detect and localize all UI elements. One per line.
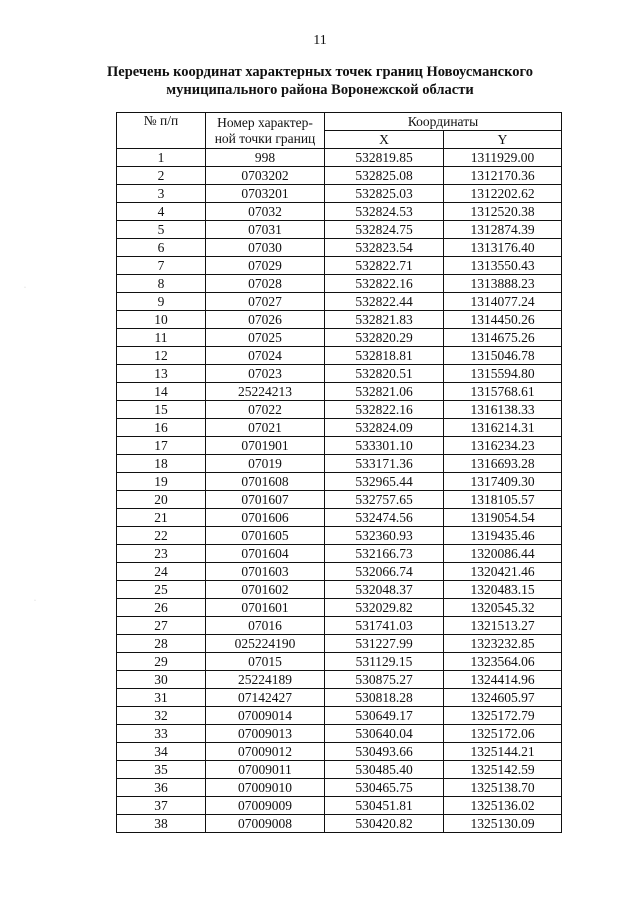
cell-row-number: 7 (117, 257, 206, 275)
table-row (117, 563, 562, 581)
cell-row-number: 19 (117, 473, 206, 491)
cell-x: 532822.16 (325, 401, 444, 419)
cell-y: 1317409.30 (444, 473, 562, 491)
table-row (117, 707, 562, 725)
cell-point-number: 07026 (206, 311, 325, 329)
cell-row-number: 29 (117, 653, 206, 671)
cell-point-number: 07009010 (206, 779, 325, 797)
cell-row-number: 21 (117, 509, 206, 527)
cell-row-number: 33 (117, 725, 206, 743)
table-row (117, 221, 562, 239)
cell-y: 1313550.43 (444, 257, 562, 275)
cell-row-number: 15 (117, 401, 206, 419)
cell-row-number: 32 (117, 707, 206, 725)
table-row (117, 743, 562, 761)
cell-point-number: 07009013 (206, 725, 325, 743)
header-x: X (325, 131, 444, 149)
cell-row-number: 23 (117, 545, 206, 563)
cell-y: 1316234.23 (444, 437, 562, 455)
cell-x: 531227.99 (325, 635, 444, 653)
cell-row-number: 16 (117, 419, 206, 437)
table-row (117, 275, 562, 293)
header-point-line-1: Номер характер- (217, 114, 313, 130)
cell-x: 533301.10 (325, 437, 444, 455)
table-row (117, 509, 562, 527)
table-row (117, 671, 562, 689)
cell-row-number: 11 (117, 329, 206, 347)
cell-row-number: 18 (117, 455, 206, 473)
cell-y: 1325136.02 (444, 797, 562, 815)
cell-y: 1316214.31 (444, 419, 562, 437)
cell-y: 1312874.39 (444, 221, 562, 239)
table-row (117, 257, 562, 275)
cell-point-number: 0701901 (206, 437, 325, 455)
table-row (117, 779, 562, 797)
cell-y: 1314675.26 (444, 329, 562, 347)
cell-x: 530485.40 (325, 761, 444, 779)
cell-point-number: 0701603 (206, 563, 325, 581)
cell-x: 532029.82 (325, 599, 444, 617)
table-row (117, 689, 562, 707)
cell-y: 1312520.38 (444, 203, 562, 221)
table-row (117, 653, 562, 671)
cell-y: 1314077.24 (444, 293, 562, 311)
table-body (117, 149, 562, 833)
cell-x: 532824.75 (325, 221, 444, 239)
table-row (117, 797, 562, 815)
cell-x: 532825.08 (325, 167, 444, 185)
cell-row-number: 30 (117, 671, 206, 689)
cell-y: 1320483.15 (444, 581, 562, 599)
cell-point-number: 07030 (206, 239, 325, 257)
cell-point-number: 07009009 (206, 797, 325, 815)
cell-x: 533171.36 (325, 455, 444, 473)
cell-y: 1320086.44 (444, 545, 562, 563)
cell-point-number: 07024 (206, 347, 325, 365)
cell-y: 1321513.27 (444, 617, 562, 635)
cell-y: 1314450.26 (444, 311, 562, 329)
cell-y: 1316138.33 (444, 401, 562, 419)
cell-row-number: 35 (117, 761, 206, 779)
cell-y: 1323232.85 (444, 635, 562, 653)
coordinates-table (116, 112, 562, 833)
cell-point-number: 07009011 (206, 761, 325, 779)
cell-x: 530640.04 (325, 725, 444, 743)
table-row (117, 329, 562, 347)
cell-row-number: 22 (117, 527, 206, 545)
table-row (117, 437, 562, 455)
cell-row-number: 24 (117, 563, 206, 581)
document-title (90, 63, 550, 99)
cell-x: 532820.51 (325, 365, 444, 383)
cell-row-number: 12 (117, 347, 206, 365)
cell-x: 531741.03 (325, 617, 444, 635)
cell-point-number: 07009012 (206, 743, 325, 761)
cell-y: 1318105.57 (444, 491, 562, 509)
cell-row-number: 28 (117, 635, 206, 653)
table-row (117, 545, 562, 563)
table-row (117, 149, 562, 167)
cell-point-number: 0701608 (206, 473, 325, 491)
cell-point-number: 07032 (206, 203, 325, 221)
cell-x: 532757.65 (325, 491, 444, 509)
cell-y: 1319435.46 (444, 527, 562, 545)
cell-y: 1325172.06 (444, 725, 562, 743)
cell-y: 1316693.28 (444, 455, 562, 473)
cell-row-number: 25 (117, 581, 206, 599)
cell-x: 532048.37 (325, 581, 444, 599)
cell-y: 1315594.80 (444, 365, 562, 383)
table-row (117, 401, 562, 419)
cell-row-number: 14 (117, 383, 206, 401)
cell-x: 532822.16 (325, 275, 444, 293)
cell-point-number: 07025 (206, 329, 325, 347)
cell-point-number: 0701602 (206, 581, 325, 599)
cell-point-number: 0701601 (206, 599, 325, 617)
cell-point-number: 0701605 (206, 527, 325, 545)
cell-point-number: 0701604 (206, 545, 325, 563)
cell-row-number: 6 (117, 239, 206, 257)
cell-row-number: 9 (117, 293, 206, 311)
header-y: Y (444, 131, 562, 149)
header-coordinates: Координаты (325, 113, 562, 131)
cell-x: 532822.71 (325, 257, 444, 275)
title-line-2: муниципального района Воронежской области (166, 82, 474, 98)
header-point-line-2: ной точки границ (214, 130, 316, 146)
cell-row-number: 38 (117, 815, 206, 833)
cell-row-number: 36 (117, 779, 206, 797)
cell-row-number: 3 (117, 185, 206, 203)
cell-x: 532066.74 (325, 563, 444, 581)
cell-x: 532822.44 (325, 293, 444, 311)
cell-point-number: 07028 (206, 275, 325, 293)
cell-point-number: 25224189 (206, 671, 325, 689)
cell-x: 530649.17 (325, 707, 444, 725)
cell-point-number: 07027 (206, 293, 325, 311)
cell-row-number: 8 (117, 275, 206, 293)
header-row-number: № п/п (117, 113, 206, 149)
cell-y: 1315768.61 (444, 383, 562, 401)
table-row (117, 185, 562, 203)
cell-x: 532824.09 (325, 419, 444, 437)
header-point-number (206, 113, 325, 149)
table-row (117, 599, 562, 617)
cell-x: 532474.56 (325, 509, 444, 527)
cell-x: 532818.81 (325, 347, 444, 365)
cell-y: 1325144.21 (444, 743, 562, 761)
cell-row-number: 1 (117, 149, 206, 167)
cell-y: 1313176.40 (444, 239, 562, 257)
cell-point-number: 07031 (206, 221, 325, 239)
table-row (117, 311, 562, 329)
cell-row-number: 17 (117, 437, 206, 455)
cell-x: 532821.83 (325, 311, 444, 329)
cell-x: 532819.85 (325, 149, 444, 167)
cell-y: 1324414.96 (444, 671, 562, 689)
cell-row-number: 10 (117, 311, 206, 329)
title-line-1: Перечень координат характерных точек границ Новоусманского (107, 64, 533, 80)
table-row (117, 455, 562, 473)
cell-row-number: 37 (117, 797, 206, 815)
cell-y: 1312170.36 (444, 167, 562, 185)
cell-y: 1315046.78 (444, 347, 562, 365)
cell-row-number: 27 (117, 617, 206, 635)
cell-y: 1325130.09 (444, 815, 562, 833)
cell-row-number: 5 (117, 221, 206, 239)
cell-y: 1320545.32 (444, 599, 562, 617)
cell-y: 1325172.79 (444, 707, 562, 725)
cell-x: 530875.27 (325, 671, 444, 689)
cell-point-number: 07016 (206, 617, 325, 635)
scan-speck: · (34, 598, 36, 604)
cell-x: 530451.81 (325, 797, 444, 815)
cell-y: 1311929.00 (444, 149, 562, 167)
table-row (117, 419, 562, 437)
cell-y: 1320421.46 (444, 563, 562, 581)
cell-row-number: 13 (117, 365, 206, 383)
cell-point-number: 0703202 (206, 167, 325, 185)
cell-row-number: 26 (117, 599, 206, 617)
cell-point-number: 07029 (206, 257, 325, 275)
cell-y: 1312202.62 (444, 185, 562, 203)
table-row (117, 167, 562, 185)
cell-point-number: 07009008 (206, 815, 325, 833)
cell-x: 531129.15 (325, 653, 444, 671)
cell-x: 530818.28 (325, 689, 444, 707)
cell-row-number: 4 (117, 203, 206, 221)
cell-x: 532823.54 (325, 239, 444, 257)
cell-y: 1324605.97 (444, 689, 562, 707)
table-row (117, 293, 562, 311)
table-row (117, 617, 562, 635)
cell-y: 1325138.70 (444, 779, 562, 797)
table-row (117, 635, 562, 653)
table-row (117, 815, 562, 833)
table-row (117, 473, 562, 491)
page-number: 11 (313, 33, 327, 48)
cell-row-number: 31 (117, 689, 206, 707)
table-row (117, 761, 562, 779)
cell-point-number: 07015 (206, 653, 325, 671)
cell-row-number: 20 (117, 491, 206, 509)
cell-x: 532965.44 (325, 473, 444, 491)
cell-row-number: 2 (117, 167, 206, 185)
cell-x: 532825.03 (325, 185, 444, 203)
table-row (117, 239, 562, 257)
table-row (117, 581, 562, 599)
cell-x: 532824.53 (325, 203, 444, 221)
cell-point-number: 0703201 (206, 185, 325, 203)
cell-y: 1323564.06 (444, 653, 562, 671)
cell-x: 530493.66 (325, 743, 444, 761)
table-row (117, 527, 562, 545)
cell-point-number: 025224190 (206, 635, 325, 653)
table-row (117, 383, 562, 401)
cell-point-number: 07142427 (206, 689, 325, 707)
cell-x: 532821.06 (325, 383, 444, 401)
scan-speck: · (24, 285, 26, 291)
table-row (117, 491, 562, 509)
cell-point-number: 07023 (206, 365, 325, 383)
cell-point-number: 07009014 (206, 707, 325, 725)
cell-y: 1313888.23 (444, 275, 562, 293)
table-row (117, 725, 562, 743)
cell-x: 532820.29 (325, 329, 444, 347)
cell-y: 1319054.54 (444, 509, 562, 527)
cell-point-number: 07021 (206, 419, 325, 437)
cell-x: 530465.75 (325, 779, 444, 797)
table-row (117, 347, 562, 365)
cell-point-number: 998 (206, 149, 325, 167)
table-row (117, 203, 562, 221)
cell-x: 532360.93 (325, 527, 444, 545)
table-header (117, 113, 562, 149)
cell-row-number: 34 (117, 743, 206, 761)
cell-point-number: 25224213 (206, 383, 325, 401)
cell-point-number: 0701606 (206, 509, 325, 527)
cell-point-number: 07022 (206, 401, 325, 419)
cell-x: 532166.73 (325, 545, 444, 563)
cell-x: 530420.82 (325, 815, 444, 833)
table-row (117, 365, 562, 383)
cell-y: 1325142.59 (444, 761, 562, 779)
cell-point-number: 0701607 (206, 491, 325, 509)
cell-point-number: 07019 (206, 455, 325, 473)
